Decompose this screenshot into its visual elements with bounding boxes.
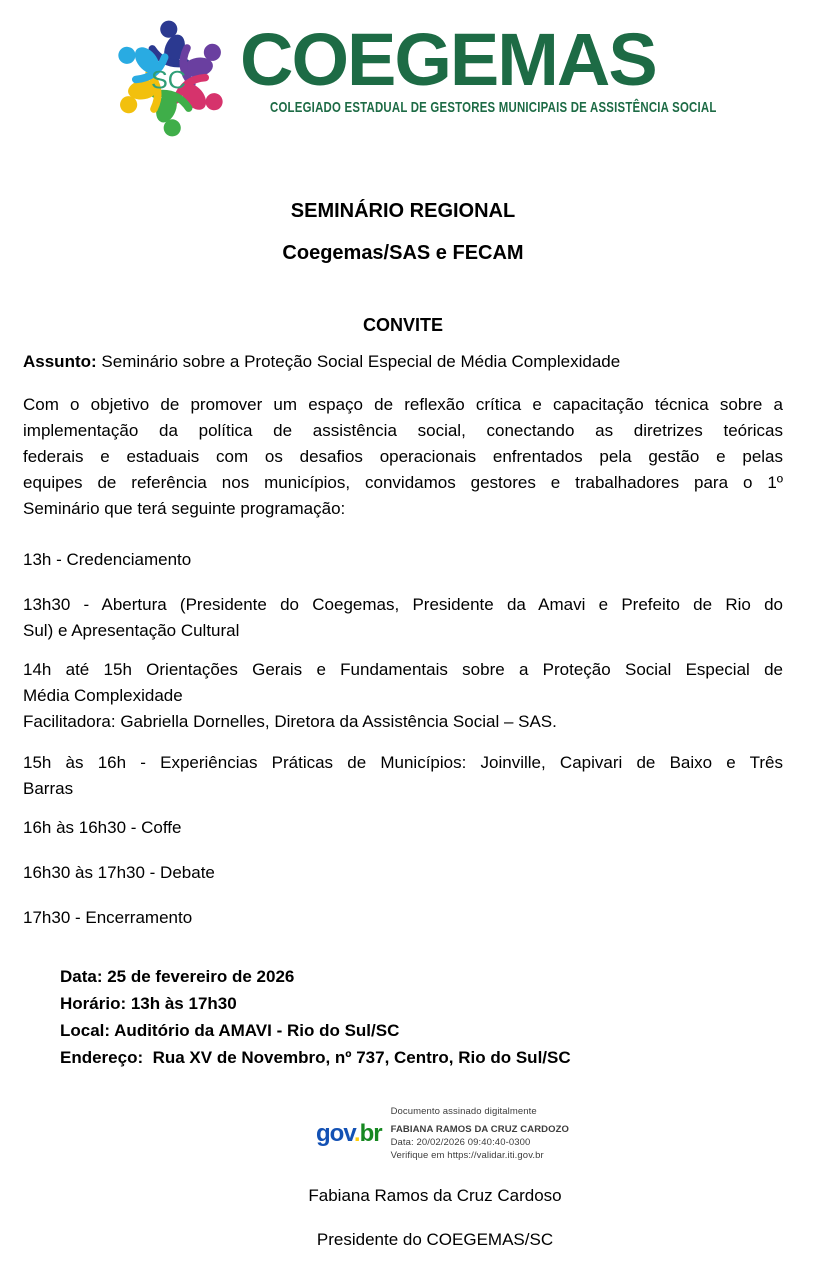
govbr-logo-gov: gov bbox=[316, 1119, 354, 1147]
coegemas-logo bbox=[103, 8, 238, 141]
title-invite: CONVITE bbox=[362, 315, 443, 335]
subject-text: Seminário sobre a Proteção Social Especial de Média Complexidade bbox=[96, 352, 621, 371]
text-line: equipes de referência nos municípios, convidamos gestores e trabalhadores para o 1º bbox=[23, 473, 783, 492]
text-line: 13h30 - Abertura (Presidente do Coegemas, Presidente da Amavi e Prefeito de Rio do bbox=[23, 595, 783, 614]
document-body bbox=[0, 198, 822, 1253]
text-line: Seminário que terá seguinte programação: bbox=[23, 499, 346, 518]
text-line: 14h até 15h Orientações Gerais e Fundamentais sobre a Proteção Social Especial de bbox=[23, 660, 783, 679]
president-role: Presidente do COEGEMAS/SC bbox=[316, 1230, 554, 1249]
text-line: 15h às 16h - Experiências Práticas de Municípios: Joinville, Capivari de Baixo e Três bbox=[23, 753, 783, 772]
schedule-item-encerramento bbox=[23, 905, 783, 931]
text-line: 16h30 às 17h30 - Debate bbox=[23, 863, 215, 882]
title-seminar: SEMINÁRIO REGIONAL bbox=[290, 200, 516, 222]
text-line: Com o objetivo de promover um espaço de reflexão crítica e capacitação técnica sobre a bbox=[23, 395, 783, 414]
subject-label: Assunto: bbox=[23, 352, 97, 371]
govbr-logo-dot: . bbox=[353, 1119, 360, 1147]
president-name: Fabiana Ramos da Cruz Cardoso bbox=[308, 1186, 562, 1205]
text-line: Endereço: Rua XV de Novembro, nº 737, Centro, Rio do Sul/SC bbox=[60, 1048, 571, 1067]
govbr-logo bbox=[316, 1119, 382, 1147]
event-details-block bbox=[60, 963, 783, 1071]
schedule-item-coffe bbox=[23, 815, 783, 841]
document-footer bbox=[87, 1183, 783, 1253]
signature-date: Data: 20/02/2026 09:40:40-0300 bbox=[390, 1137, 531, 1148]
signature-disclaimer: Documento assinado digitalmente bbox=[390, 1106, 537, 1117]
signer-name: FABIANA RAMOS DA CRUZ CARDOZO bbox=[390, 1124, 570, 1135]
text-line: 16h às 16h30 - Coffe bbox=[23, 818, 182, 837]
document-header bbox=[103, 8, 822, 141]
text-line: 17h30 - Encerramento bbox=[23, 908, 193, 927]
org-acronym: COEGEMAS bbox=[240, 18, 656, 101]
govbr-logo-br: br bbox=[359, 1119, 382, 1147]
org-full-name: COLEGIADO ESTADUAL DE GESTORES MUNICIPAIS DE ASSISTÊNCIA SOCIAL bbox=[270, 99, 717, 116]
text-line: Horário: 13h às 17h30 bbox=[60, 994, 237, 1013]
text-line: Sul) e Apresentação Cultural bbox=[23, 621, 240, 640]
intro-paragraph bbox=[23, 392, 783, 522]
signature-text-block bbox=[391, 1105, 569, 1162]
schedule-item-credenciamento bbox=[23, 547, 783, 573]
brand-block bbox=[240, 8, 822, 116]
schedule-item-experiencias bbox=[23, 750, 783, 802]
document-page bbox=[0, 8, 822, 1262]
text-line: implementação da política de assistência social, conectando as diretrizes teóricas bbox=[23, 421, 783, 440]
text-line: 13h - Credenciamento bbox=[23, 550, 192, 569]
title-organizers: Coegemas/SAS e FECAM bbox=[282, 242, 524, 264]
text-line: Local: Auditório da AMAVI - Rio do Sul/SC bbox=[60, 1021, 400, 1040]
schedule-item-debate bbox=[23, 860, 783, 886]
text-line: Média Complexidade bbox=[23, 686, 183, 705]
text-line: Barras bbox=[23, 779, 74, 798]
text-line: federais e estaduais com os desafios operacionais enfrentados pela gestão e pelas bbox=[23, 447, 783, 466]
text-line: Facilitadora: Gabriella Dornelles, Diretora da Assistência Social – SAS. bbox=[23, 712, 557, 731]
digital-signature-stamp bbox=[316, 1105, 783, 1162]
schedule-item-abertura bbox=[23, 592, 783, 644]
subject-line bbox=[23, 349, 783, 375]
signature-verify-url: Verifique em https://validar.iti.gov.br bbox=[390, 1150, 544, 1161]
logo-center-label: SC bbox=[151, 66, 186, 95]
schedule-item-orientacoes bbox=[23, 657, 783, 735]
text-line: Data: 25 de fevereiro de 2026 bbox=[60, 967, 295, 986]
